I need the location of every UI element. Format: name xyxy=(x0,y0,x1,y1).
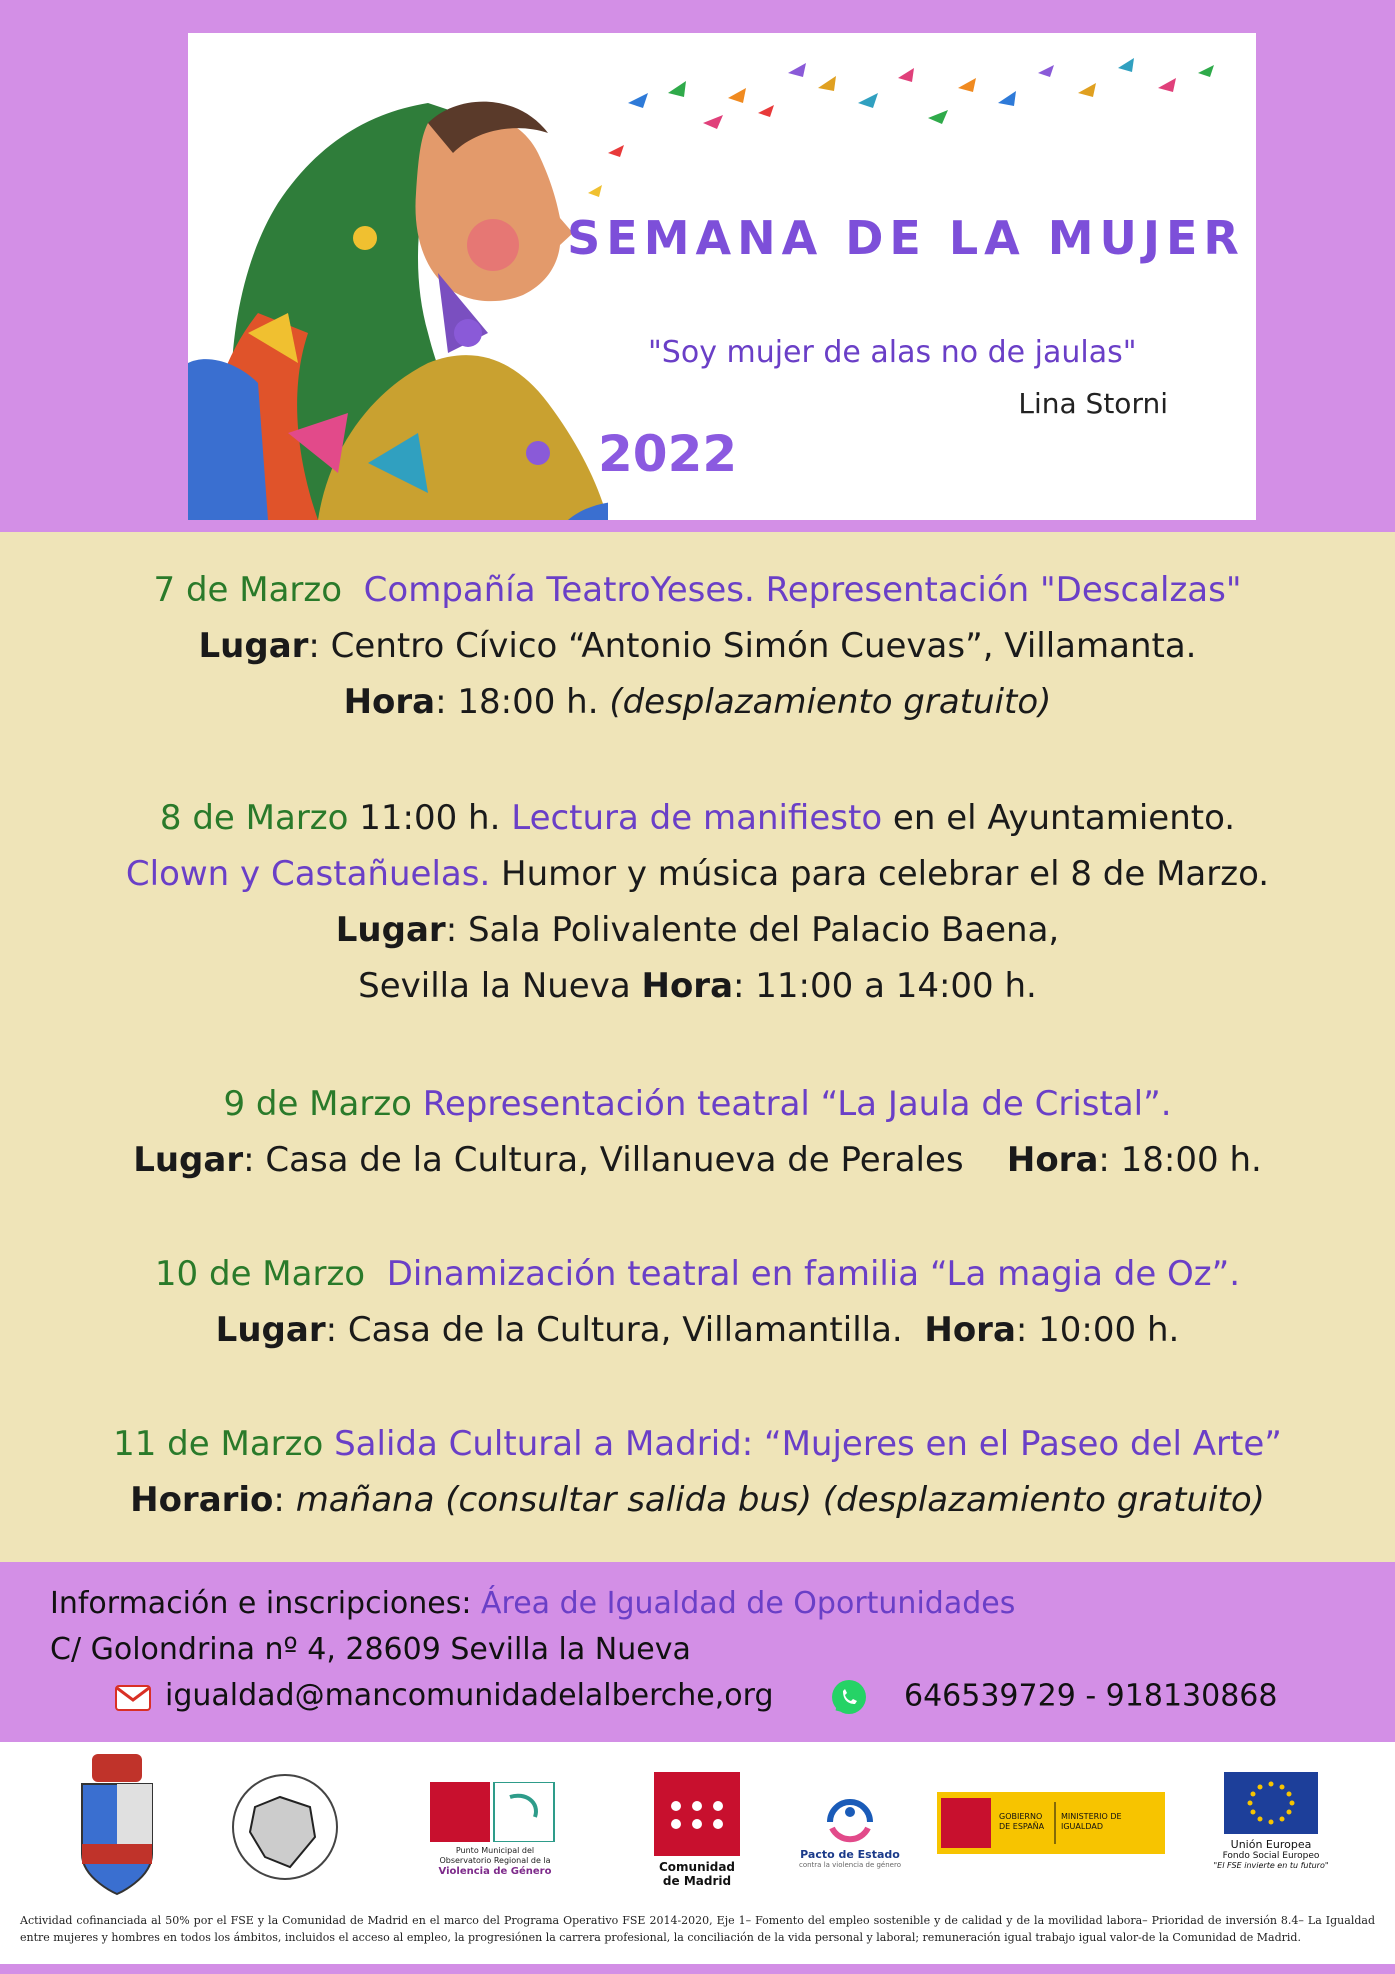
fse-text: Fondo Social Europeo xyxy=(1222,1851,1320,1861)
info-label: Información e inscripciones: xyxy=(50,1586,482,1621)
gobierno-text: GOBIERNO DE ESPAÑA xyxy=(999,1812,1045,1831)
event-5-title: Salida Cultural a Madrid: “Mujeres en el Paseo del Arte” xyxy=(323,1424,1282,1464)
event-1-time xyxy=(0,682,1395,722)
event-5-heading xyxy=(0,1424,1395,1464)
whatsapp-icon xyxy=(830,1678,868,1716)
event-4-heading xyxy=(0,1254,1395,1294)
time-note: (desplazamiento gratuito) xyxy=(609,682,1052,722)
legal-text: Actividad cofinanciada al 50% por el FSE y la Comunidad de Madrid en el marco del Programa Operativo FSE 2014-2020, Eje 1– Fomento del empleo sostenible y de calidad y de la movilidad labora– Prioridad de inversión 8.4– La Igualdad entre mujeres y hombres en todos los ámbitos, incluidos el acceso al empleo, la progresiónen la carrera profesional, la conciliación de la vida personal y laboral; remuneración igual trabajo igual valor-de la Comunidad de Madrid. xyxy=(20,1914,1375,1944)
event-5-date: 11 de Marzo xyxy=(113,1424,324,1464)
quote-author: Lina Storni xyxy=(1018,387,1168,420)
banner xyxy=(188,33,1256,520)
ue-text: Unión Europea xyxy=(1230,1838,1312,1851)
event-3-title: Representación teatral “La Jaula de Cristal”. xyxy=(411,1084,1172,1124)
time-note: mañana (consultar salida bus) (desplazamiento gratuito) xyxy=(295,1480,1265,1520)
time-label: Hora xyxy=(1006,1140,1099,1180)
header-section xyxy=(0,0,1395,532)
time-text: : 11:00 a 14:00 h. xyxy=(733,966,1037,1006)
event-1-place xyxy=(0,626,1395,666)
fse-motto: "El FSE invierte en tu futuro" xyxy=(1213,1861,1329,1870)
event-year: 2022 xyxy=(598,425,738,483)
event-2-subtitle: Clown y Castañuelas. xyxy=(125,854,491,894)
footer-logos xyxy=(0,1742,1395,1964)
info-area: Área de Igualdad de Oportunidades xyxy=(481,1586,1016,1621)
place-text: : Casa de la Cultura, Villamantilla. xyxy=(325,1310,903,1350)
events-panel xyxy=(0,532,1395,1562)
coat-of-arms-logo xyxy=(72,1754,162,1899)
time-text: : xyxy=(273,1480,296,1520)
place-text: : Centro Cívico “Antonio Simón Cuevas”, Villamanta. xyxy=(308,626,1197,666)
time-label: Hora xyxy=(343,682,436,722)
event-1-title: Compañía TeatroYeses. Representación "Descalzas" xyxy=(363,570,1242,610)
event-4-place xyxy=(0,1310,1395,1350)
mail-icon xyxy=(115,1684,151,1710)
info-phone-row xyxy=(830,1678,1277,1716)
quote: "Soy mujer de alas no de jaulas" xyxy=(648,335,1137,370)
event-4-title: Dinamización teatral en familia “La magia de Oz”. xyxy=(386,1254,1241,1294)
time-text: : 18:00 h. xyxy=(1098,1140,1262,1180)
pacto-text: Pacto de Estado xyxy=(800,1848,900,1861)
gobierno-espana-logo xyxy=(937,1792,1165,1854)
comunidad-text-1: Comunidad xyxy=(658,1860,736,1874)
comunidad-madrid-flag-icon xyxy=(654,1772,740,1856)
time-label: Hora xyxy=(924,1310,1016,1350)
event-3-date: 9 de Marzo xyxy=(223,1084,412,1124)
event-title: SEMANA DE LA MUJER xyxy=(567,211,1245,265)
event-3-place xyxy=(0,1140,1395,1180)
email-link[interactable]: igualdad@mancomunidadelalberche,org xyxy=(165,1678,774,1713)
pacto-estado-logo xyxy=(790,1792,910,1882)
place-label: Lugar xyxy=(215,1310,326,1350)
comunidad-madrid-logo xyxy=(652,1772,742,1892)
event-2-date: 8 de Marzo xyxy=(159,798,349,838)
info-section xyxy=(0,1562,1395,1742)
place-text: : Sala Polivalente del Palacio Baena, xyxy=(445,910,1060,950)
event-2-title: Lectura de manifiesto xyxy=(511,798,883,838)
event-5-time xyxy=(0,1480,1395,1520)
time-text: : 18:00 h. xyxy=(435,682,610,722)
event-1-heading xyxy=(0,570,1395,610)
info-email-row xyxy=(115,1678,774,1713)
eu-flag-icon xyxy=(1224,1772,1318,1834)
place-text: : Casa de la Cultura, Villanueva de Perales xyxy=(243,1140,964,1180)
punto-municipal-icon xyxy=(430,1782,560,1842)
time-text: : 10:00 h. xyxy=(1015,1310,1180,1350)
earring-icon xyxy=(353,226,377,250)
place-label: Lugar xyxy=(335,910,446,950)
mancomunidad-logo xyxy=(230,1757,340,1897)
punto-municipal-logo xyxy=(430,1782,560,1892)
phone-numbers[interactable]: 646539729 - 918130868 xyxy=(904,1678,1278,1714)
pacto-subtext: contra la violencia de género xyxy=(798,1861,901,1869)
place-label: Lugar xyxy=(133,1140,244,1180)
event-2-rest: en el Ayuntamiento. xyxy=(882,798,1236,838)
event-2-heading xyxy=(0,798,1395,838)
info-heading xyxy=(50,1586,1015,1621)
place-text: Sevilla la Nueva xyxy=(358,966,642,1006)
birds-illustration xyxy=(518,33,1256,233)
violencia-text: Violencia de Género xyxy=(438,1866,552,1877)
ministerio-text: MINISTERIO DE IGUALDAD xyxy=(1061,1812,1122,1831)
place-label: Lugar xyxy=(198,626,309,666)
event-2-place xyxy=(0,910,1395,950)
event-2-subheading xyxy=(0,854,1395,894)
event-2-time: 11:00 h. xyxy=(348,798,512,838)
comunidad-text-2: de Madrid xyxy=(662,1874,732,1888)
bottom-bar xyxy=(0,1964,1395,1974)
event-3-heading xyxy=(0,1084,1395,1124)
event-2-subrest: Humor y música para celebrar el 8 de Marzo. xyxy=(490,854,1270,894)
event-4-date: 10 de Marzo xyxy=(154,1254,366,1294)
union-europea-logo xyxy=(1196,1772,1346,1902)
punto-municipal-text: Punto Municipal del Observatorio Regional de la xyxy=(439,1846,551,1865)
time-label: Horario xyxy=(130,1480,274,1520)
pacto-estado-icon xyxy=(820,1792,880,1844)
info-address: C/ Golondrina nº 4, 28609 Sevilla la Nueva xyxy=(50,1632,691,1667)
time-label: Hora xyxy=(641,966,734,1006)
event-2-time xyxy=(0,966,1395,1006)
event-1-date: 7 de Marzo xyxy=(153,570,343,610)
